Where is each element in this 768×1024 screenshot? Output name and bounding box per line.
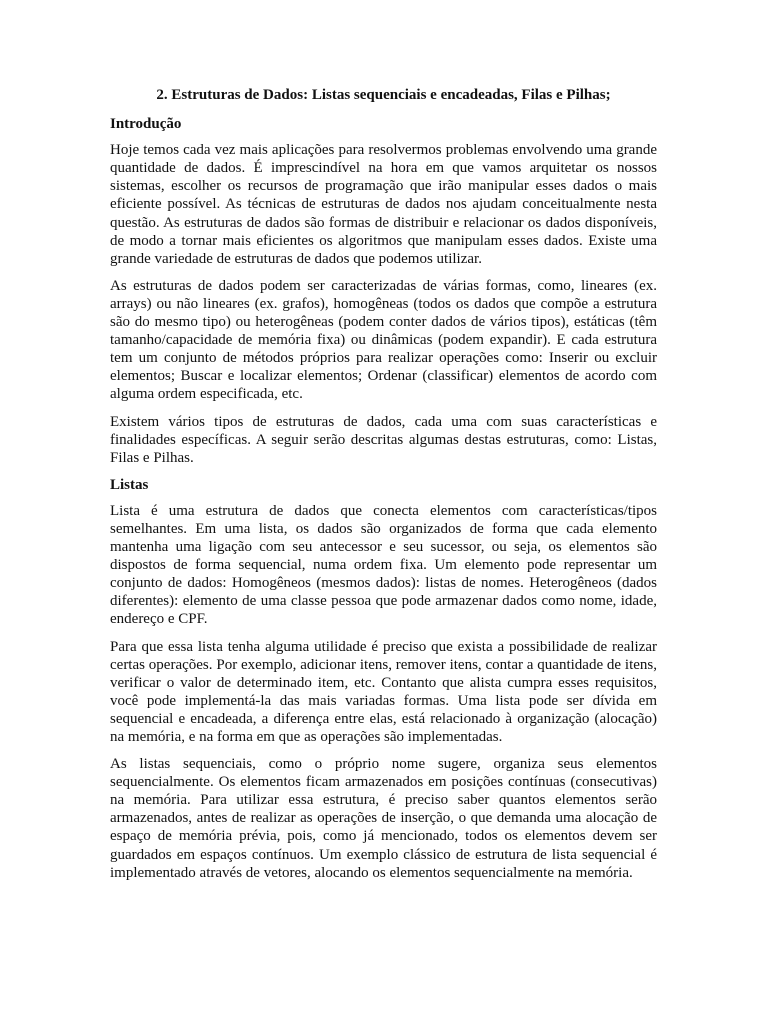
paragraph-listas-3: As listas sequenciais, como o próprio nome sugere, organiza seus elementos sequencialmente. Os elementos ficam armazenados em posições contínuas (consecutivas) na memória. Para utilizar essa estrutura, é preciso saber quantos elementos serão armazenados, antes de realizar as operações de inserção, o que demanda uma alocação de espaço de memória prévia, pois, como já mencionado, todos os elementos devem ser guardados em espaços contínuos. Um exemplo clássico de estrutura de lista sequencial é implementado através de vetores, alocando os elementos sequencialmente na memória.	[110, 756, 657, 881]
paragraph-listas-2: Para que essa lista tenha alguma utilidade é preciso que exista a possibilidade de realizar certas operações. Por exemplo, adicionar itens, remover itens, contar a quantidade de itens, verificar o valor de determinado item, etc. Contanto que alista cumpra esses requisitos, você pode implementá-la das mais variadas formas. Uma lista pode ser dívida em sequencial e encadeada, a diferença entre elas, está relacionado à organização (alocação) na memória, e na forma em que as operações são implementadas.	[110, 638, 657, 745]
paragraph-listas-1: Lista é uma estrutura de dados que conecta elementos com características/tipos semelhantes. Em uma lista, os dados são organizados de forma que cada elemento mantenha uma ligação com seu antecessor e seu sucessor, ou seja, os elementos são dispostos de forma sequencial, numa ordem fixa. Um elemento pode representar um conjunto de dados: Homogêneos (mesmos dados): listas de nomes. Heterogêneos (dados diferentes): elemento de uma classe pessoa que pode armazenar dados como nome, idade, endereço e CPF.	[110, 502, 657, 628]
paragraph-intro-2: As estruturas de dados podem ser caracterizadas de várias formas, como, lineares (ex. arrays) ou não lineares (ex. grafos), homogêneas (todos os dados que compõe a estrutura são do mesmo tipo) ou heterogêneas (podem conter dados de vários tipos), estáticas (têm tamanho/capacidade de memória fixa) ou dinâmicas (podem expandir). E cada estrutura tem um conjunto de métodos próprios para realizar operações como: Inserir ou excluir elementos; Buscar e localizar elementos; Ordenar (classificar) elementos de acordo com alguma ordem especificada, etc.	[110, 277, 657, 403]
paragraph-intro-3: Existem vários tipos de estruturas de dados, cada uma com suas características e finalidades específicas. A seguir serão descritas algumas destas estruturas, como: Listas, Filas e Pilhas.	[110, 413, 657, 466]
paragraph-intro-1: Hoje temos cada vez mais aplicações para resolvermos problemas envolvendo uma grande quantidade de dados. É imprescindível na hora em que vamos arquitetar os nossos sistemas, escolher os recursos de programação que irão manipular esses dados o mais eficiente possível. As técnicas de estruturas de dados nos ajudam conceitualmente nesta questão. As estruturas de dados são formas de distribuir e relacionar os dados disponíveis, de modo a tornar mais eficientes os algoritmos que manipulam esses dados. Existe uma grande variedade de estruturas de dados que podemos utilizar.	[110, 142, 657, 267]
section-heading-introducao: Introdução	[110, 116, 182, 133]
section-heading-listas: Listas	[110, 476, 149, 493]
document-title: 2. Estruturas de Dados: Listas sequenciais e encadeadas, Filas e Pilhas;	[156, 87, 611, 103]
document-page	[110, 86, 657, 891]
